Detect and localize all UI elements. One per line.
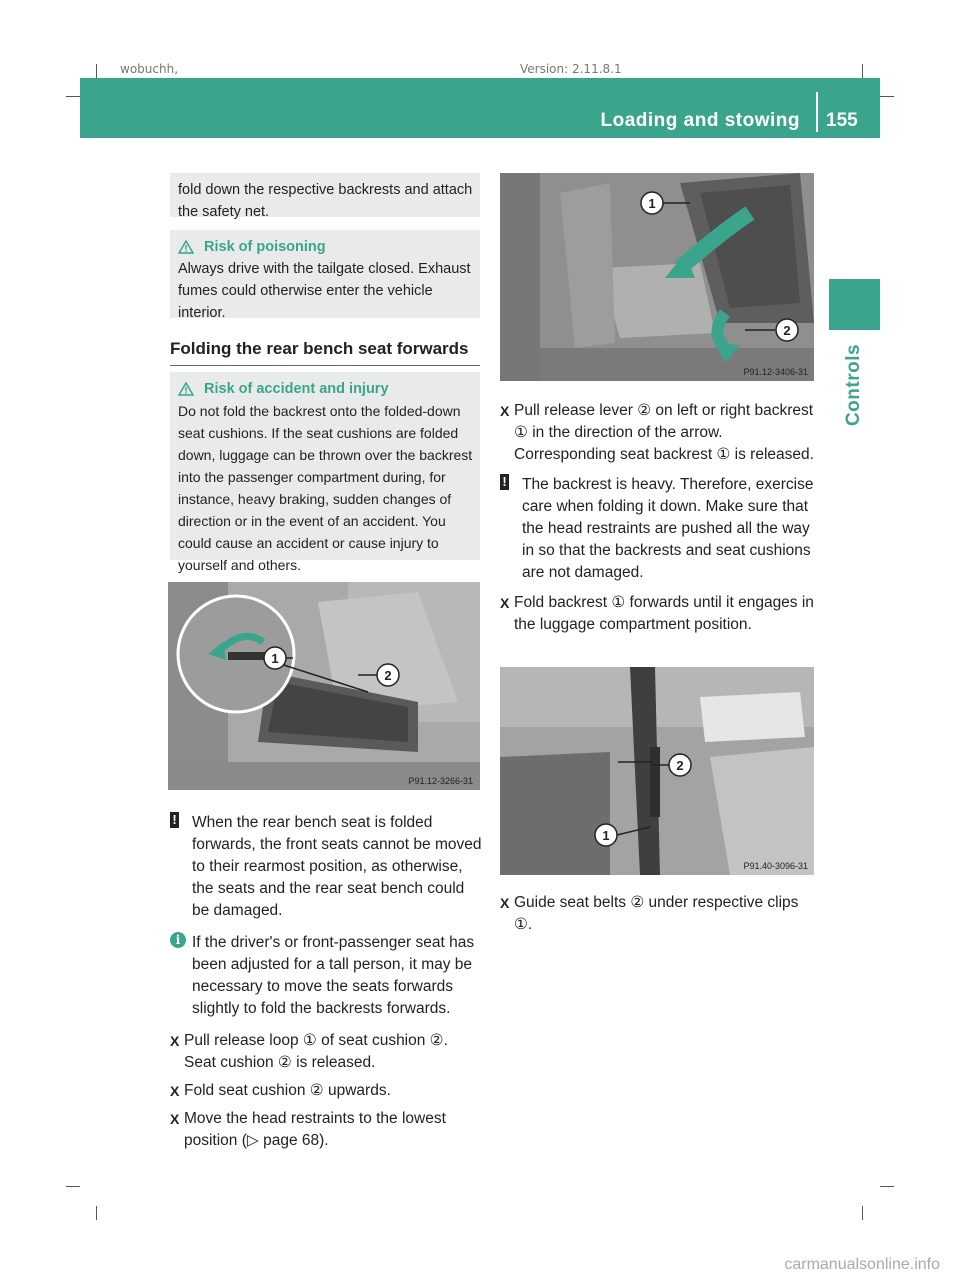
info-icon: i bbox=[170, 932, 186, 948]
page-number: 155 bbox=[826, 110, 858, 131]
warning-body: Always drive with the tailgate closed. Exhaust fumes could otherwise enter the vehicle interior. bbox=[178, 261, 471, 321]
callout-2: 2 bbox=[384, 668, 392, 683]
header-divider bbox=[816, 92, 818, 132]
step-bullet-icon: X bbox=[500, 595, 510, 611]
image-code: P91.40-3096-31 bbox=[743, 861, 808, 871]
right-instructions-top bbox=[500, 400, 816, 642]
step-bullet-icon: X bbox=[170, 1111, 180, 1127]
left-instructions bbox=[170, 812, 482, 1158]
watermark: carmanualsonline.info bbox=[784, 1256, 940, 1273]
step-bullet-icon: X bbox=[500, 403, 510, 419]
header-meta-left: wobuchh, bbox=[120, 62, 179, 76]
crop-mark bbox=[880, 96, 894, 97]
warning-body: Do not fold the backrest onto the folded-down seat cushions. If the seat cushions are folded down, luggage can be thrown over the backrest into the passenger compartment during, for instance, heavy braking, sudden changes of direction or in the event of an accident. You could cause an accident or cause injury to yourself and others. bbox=[178, 403, 473, 573]
callout-1: 1 bbox=[602, 828, 610, 843]
warning-triangle-icon bbox=[178, 382, 194, 396]
step-bullet-icon: X bbox=[170, 1083, 180, 1099]
intro-box bbox=[170, 173, 480, 220]
crop-mark bbox=[862, 64, 863, 78]
image-code: P91.12-3406-31 bbox=[743, 367, 808, 377]
step-item: X Guide seat belts ② under respective clips ①. bbox=[500, 894, 799, 933]
crop-mark bbox=[862, 1206, 863, 1220]
step-item: X Pull release lever ② on left or right backrest ① in the direction of the arrow. Corresponding seat backrest ① is released. bbox=[500, 402, 814, 463]
step-item: X Move the head restraints to the lowest position (▷ page 68). bbox=[170, 1110, 446, 1149]
step-item: X Fold seat cushion ② upwards. bbox=[170, 1080, 482, 1102]
warning-title: Risk of accident and injury bbox=[204, 381, 389, 397]
backrest-photo bbox=[500, 173, 814, 381]
callout-1: 1 bbox=[271, 651, 279, 666]
step-bullet-icon: X bbox=[500, 895, 510, 911]
seat-cushion-photo bbox=[168, 582, 480, 790]
side-tab-marker bbox=[829, 279, 880, 330]
callout-1: 1 bbox=[648, 196, 656, 211]
crop-mark bbox=[96, 64, 97, 78]
step-item: X Fold backrest ① forwards until it engages in the luggage compartment position. bbox=[500, 594, 814, 633]
caution-icon: ! bbox=[170, 812, 179, 828]
crop-mark bbox=[66, 1186, 80, 1187]
crop-mark bbox=[96, 1206, 97, 1220]
right-instructions-bottom bbox=[500, 892, 816, 942]
warning-accident bbox=[170, 372, 480, 573]
caution-note: ! The backrest is heavy. Therefore, exercise care when folding it down. Make sure that the head restraints are pushed all the way in so that the backrests and seat cushions are not damaged. bbox=[500, 474, 816, 584]
caution-note: ! When the rear bench seat is folded forwards, the front seats cannot be moved to their rearmost position, as otherwise, the seats and the rear seat bench could be damaged. bbox=[170, 812, 482, 922]
intro-text: fold down the respective backrests and attach the safety net. bbox=[178, 182, 473, 220]
step-item: X Pull release loop ① of seat cushion ②. Seat cushion ② is released. bbox=[170, 1032, 448, 1071]
info-note: i If the driver's or front-passenger seat has been adjusted for a tall person, it may be necessary to move the seats forwards slightly to fold the backrests forwards. bbox=[170, 932, 482, 1020]
page-title: Loading and stowing bbox=[600, 110, 800, 131]
image-code: P91.12-3266-31 bbox=[408, 776, 473, 786]
side-tab-label: Controls bbox=[843, 343, 864, 427]
callout-2: 2 bbox=[676, 758, 684, 773]
section-heading: Folding the rear bench seat forwards bbox=[170, 338, 480, 366]
warning-poisoning bbox=[170, 230, 480, 321]
seat-belt-photo bbox=[500, 667, 814, 875]
crop-mark bbox=[880, 1186, 894, 1187]
crop-mark bbox=[66, 96, 80, 97]
step-bullet-icon: X bbox=[170, 1033, 180, 1049]
warning-title: Risk of poisoning bbox=[204, 239, 326, 255]
callout-2: 2 bbox=[783, 323, 791, 338]
warning-triangle-icon bbox=[178, 240, 194, 254]
header-meta-center: Version: 2.11.8.1 bbox=[520, 62, 622, 76]
caution-icon: ! bbox=[500, 474, 509, 490]
